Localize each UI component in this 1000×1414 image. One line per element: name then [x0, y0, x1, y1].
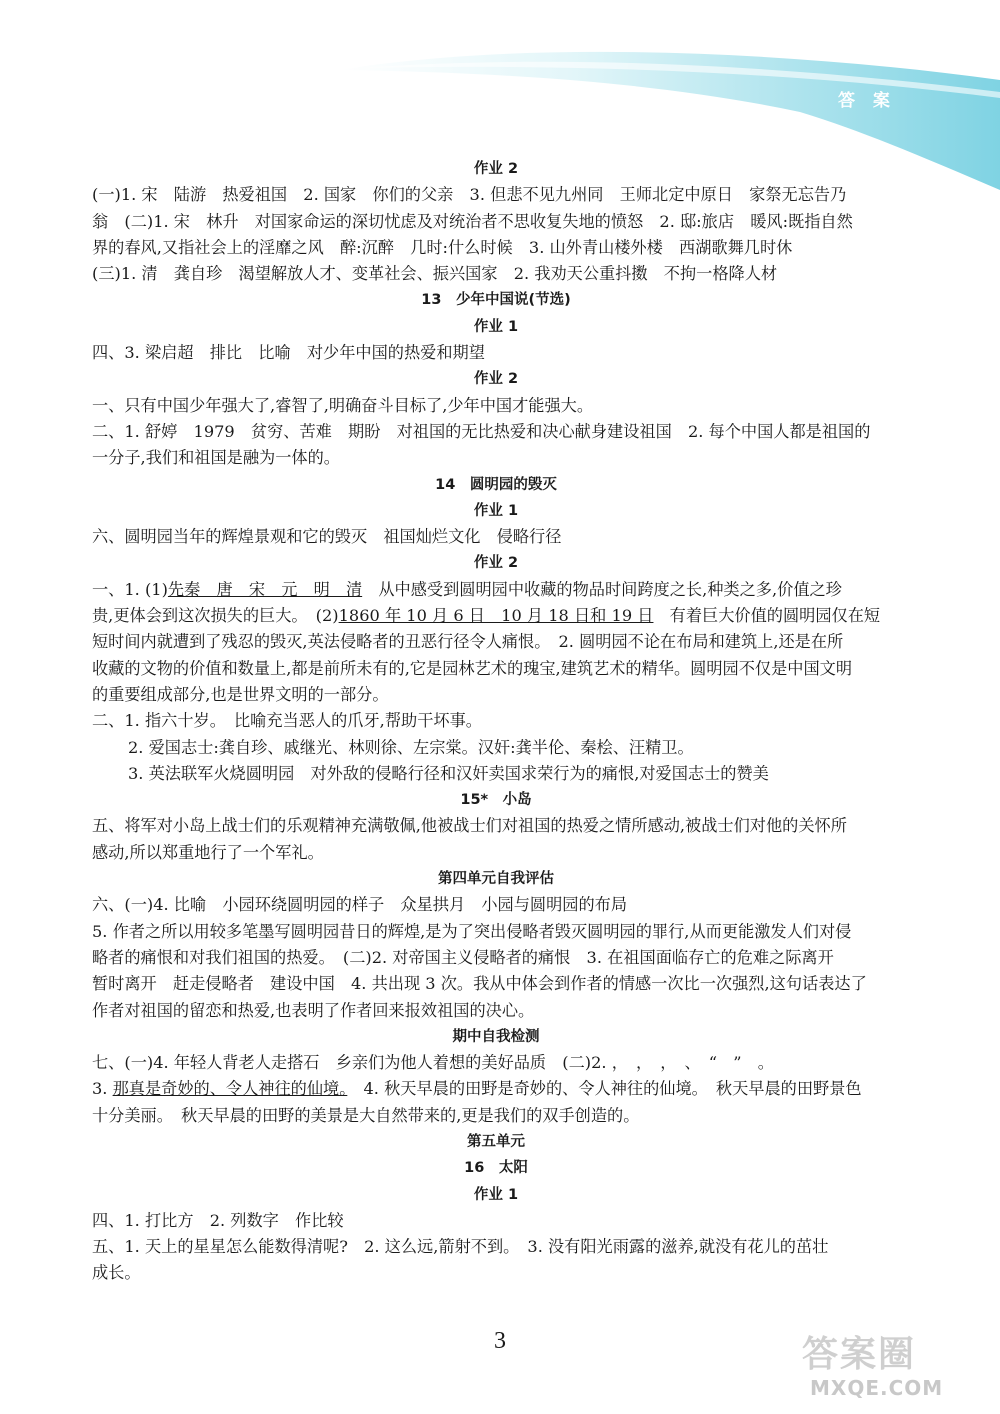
section-heading: 作业 1 — [473, 318, 519, 335]
page-number: 3 — [494, 1328, 506, 1354]
unit-heading: 第四单元自我评估 — [438, 871, 554, 888]
answer-line: 3. 英法联军火烧圆明园 对外敌的侵略行径和汉奸卖国求荣行为的痛恨,对爱国志士的赞美 — [128, 763, 769, 783]
answer-line: (三)1. 清 龚自珍 渴望解放人才、变革社会、振兴国家 2. 我劝天公重抖擞 不拘一格降人材 — [92, 264, 778, 284]
lesson-title: 14 圆明园的毁灭 — [435, 476, 557, 493]
answer-line: 四、3. 梁启超 排比 比喻 对少年中国的热爱和期望 — [92, 343, 485, 363]
underlined-answer: 先秦 唐 宋 元 明 清 — [167, 579, 363, 599]
watermark-logo: 答案圈 — [802, 1334, 917, 1375]
answer-line — [92, 1076, 900, 1102]
answer-line: 五、将军对小岛上战士们的乐观精神充满敬佩,他被战士们对祖国的热爱之情所感动,被战士们对他的关怀所 — [92, 816, 847, 836]
answer-line: 感动,所以郑重地行了一个军礼。 — [92, 842, 324, 862]
answer-line: 暂时离开 赶走侵略者 建设中国 4. 共出现 3 次。我从中体会到作者的情感一次比一次强烈,这句话表达了 — [92, 974, 867, 994]
underlined-answer: 1860 年 10 月 6 日 10 月 18 日和 19 日 — [338, 606, 654, 626]
watermark-site: MXQE.COM — [810, 1376, 944, 1400]
answer-line: 2. 爱国志士:龚自珍、戚继光、林则徐、左宗棠。汉奸:龚半伦、秦桧、汪精卫。 — [128, 737, 694, 757]
answer-line: 5. 作者之所以用较多笔墨写圆明园昔日的辉煌,是为了突出侵略者毁灭圆明园的罪行,从而更能激发人们对侵 — [92, 921, 852, 941]
answer-line: 七、(一)4. 年轻人背老人走搭石 乡亲们为他人着想的美好品质 (二)2. ， ， ， 、 “ ” 。 — [92, 1053, 774, 1073]
answer-line — [92, 577, 900, 603]
answer-line: 十分美丽。 秋天早晨的田野的美景是大自然带来的,更是我们的双手创造的。 — [92, 1105, 640, 1125]
lesson-title: 13 少年中国说(节选) — [421, 292, 571, 309]
answer-line: 四、1. 打比方 2. 列数字 作比较 — [92, 1210, 344, 1230]
section-heading: 作业 1 — [473, 1186, 519, 1203]
section-heading: 作业 1 — [473, 502, 519, 519]
answer-text: 4. 秋天早晨的田野是奇妙的、令人神往的仙境。 秋天早晨的田野景色 — [347, 1079, 862, 1099]
answer-line: 的重要组成部分,也是世界文明的一部分。 — [92, 684, 389, 704]
answer-line: 五、1. 天上的星星怎么能数得清呢? 2. 这么远,箭射不到。 3. 没有阳光雨露的滋养,就没有花儿的茁壮 — [92, 1237, 829, 1257]
section-heading: 作业 2 — [473, 555, 519, 572]
answer-line: 成长。 — [92, 1263, 141, 1283]
answer-line: 短时间内就遭到了残忍的毁灭,英法侵略者的丑恶行径令人痛恨。 2. 圆明园不论在布局和建筑上,还是在所 — [92, 632, 844, 652]
answer-line: 作者对祖国的留恋和热爱,也表明了作者回来报效祖国的决心。 — [92, 1000, 535, 1020]
answer-line: 六、(一)4. 比喻 小园环绕圆明园的样子 众星拱月 小园与圆明园的布局 — [92, 895, 628, 915]
answer-text: 3. — [92, 1079, 113, 1099]
answer-line: 翁 (二)1. 宋 林升 对国家命运的深切忧虑及对统治者不思收复失地的愤怒 2. 邸:旅店 暖风:既指自然 — [92, 211, 853, 231]
answer-text: 从中感受到圆明园中收藏的物品时间跨度之长,种类之多,价值之珍 — [362, 579, 842, 599]
answer-line: 二、1. 舒婷 1979 贫穷、苦难 期盼 对祖国的无比热爱和决心献身建设祖国 2. 每个中国人都是祖国的 — [92, 421, 871, 441]
lesson-title: 15* 小岛 — [460, 792, 532, 809]
header-tag: 答 案 — [838, 91, 896, 111]
answer-line — [92, 603, 900, 629]
answer-line: 收藏的文物的价值和数量上,都是前所未有的,它是园林艺术的瑰宝,建筑艺术的精华。圆明园不仅是中国文明 — [92, 658, 853, 678]
answer-line: 六、圆明园当年的辉煌景观和它的毁灭 祖国灿烂文化 侵略行径 — [92, 527, 562, 547]
unit-heading: 期中自我检测 — [452, 1028, 540, 1045]
answer-line: 一、只有中国少年强大了,睿智了,明确奋斗目标了,少年中国才能强大。 — [92, 395, 594, 415]
section-heading: 作业 2 — [473, 371, 519, 388]
answer-line: 界的春风,又指社会上的淫靡之风 醉:沉醉 几时:什么时候 3. 山外青山楼外楼 西湖歌舞几时休 — [92, 237, 793, 257]
lesson-title: 16 太阳 — [464, 1160, 528, 1177]
answer-line: 略者的痛恨和对我们祖国的热爱。 (二)2. 对帝国主义侵略者的痛恨 3. 在祖国面临存亡的危难之际离开 — [92, 947, 834, 967]
underlined-answer: 那真是奇妙的、令人神往的仙境。 — [112, 1079, 348, 1099]
answer-text: 贵,更体会到这次损失的巨大。 (2) — [92, 606, 339, 626]
section-heading: 作业 2 — [473, 161, 519, 177]
answer-content — [92, 156, 900, 1287]
answer-line: (一)1. 宋 陆游 热爱祖国 2. 国家 你们的父亲 3. 但悲不见九州同 王师北定中原日 家祭无忘告乃 — [92, 185, 847, 205]
answer-line: 二、1. 指六十岁。 比喻充当恶人的爪牙,帮助干坏事。 — [92, 711, 482, 731]
answer-line: 一分子,我们和祖国是融为一体的。 — [92, 448, 340, 468]
answer-text: 有着巨大价值的圆明园仅在短 — [653, 606, 881, 626]
unit-heading: 第五单元 — [467, 1133, 525, 1150]
answer-text: 一、1. (1) — [92, 579, 168, 599]
